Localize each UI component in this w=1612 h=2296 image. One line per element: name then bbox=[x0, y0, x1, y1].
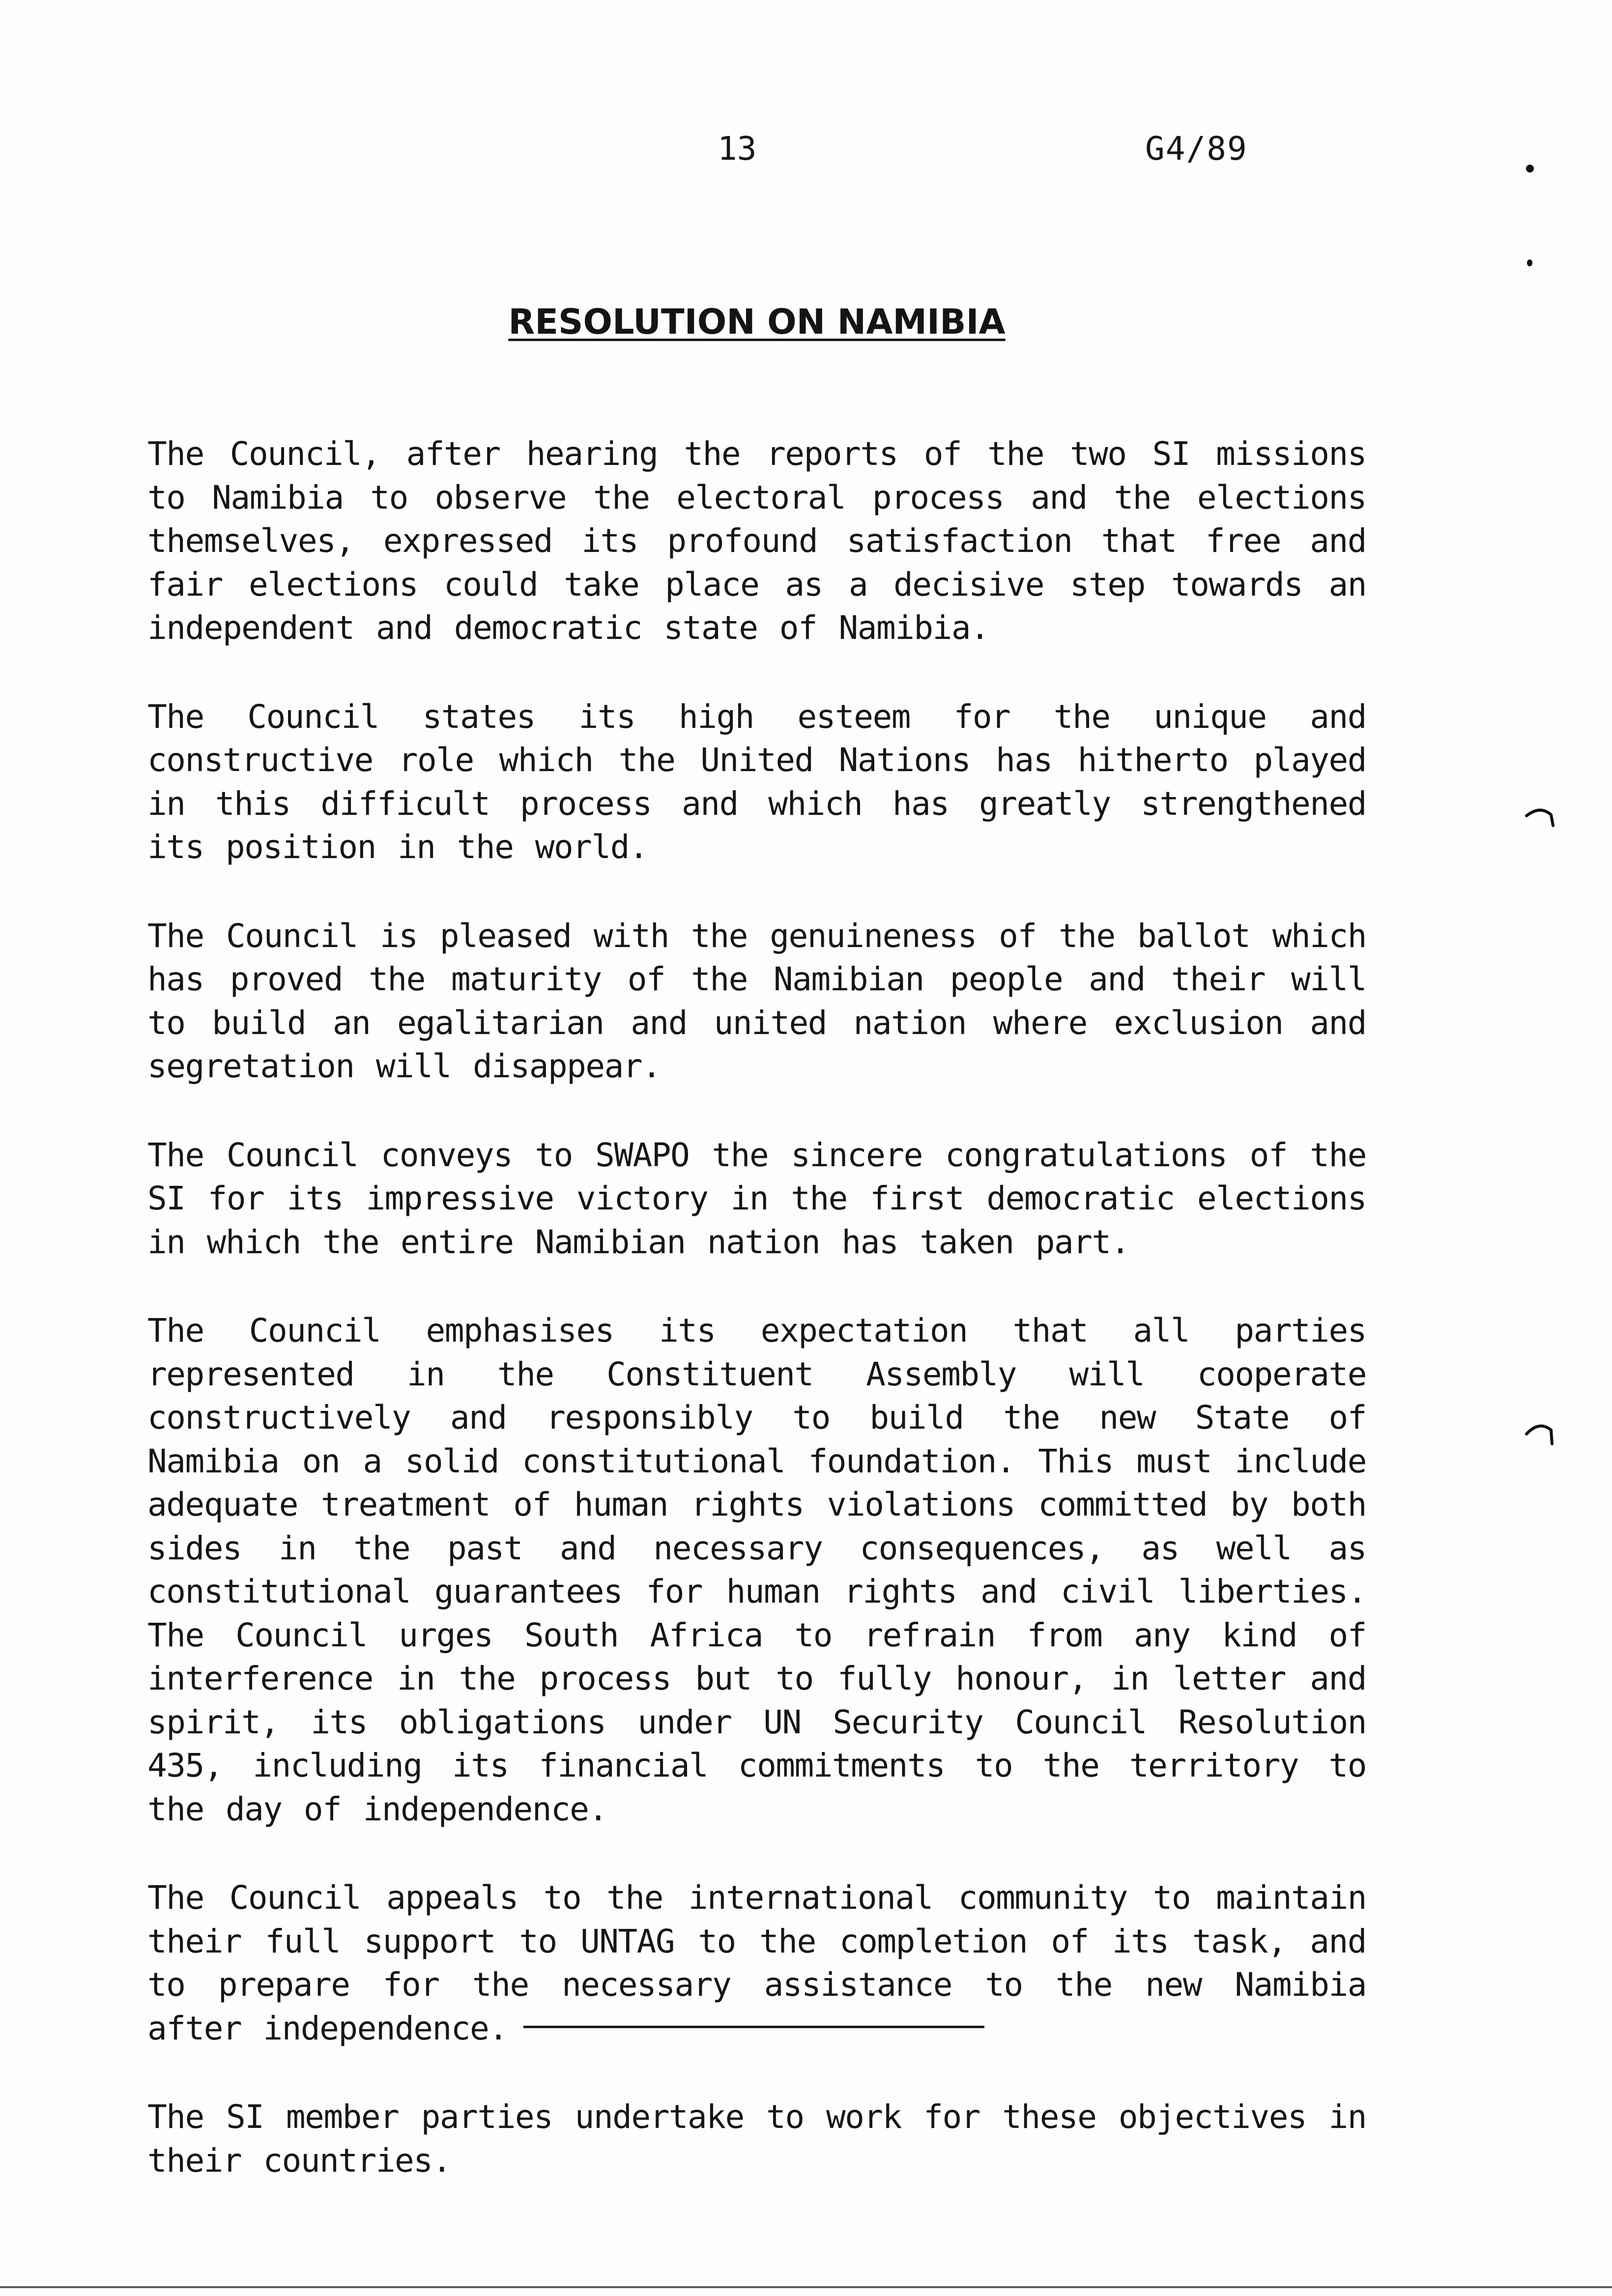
binder-hole-mark bbox=[1526, 165, 1534, 172]
margin-bracket-mark bbox=[1524, 806, 1558, 840]
margin-bracket-mark bbox=[1524, 1420, 1558, 1455]
scan-edge-line bbox=[0, 2286, 1612, 2288]
paragraph: The Council, after hearing the reports of the two SI missions to Namibia to observe the electoral process and the elections themselves, expressed its profound satisfaction that free and fair elections could take place as a decisive step towards an independent and democratic state of Namibia. bbox=[147, 435, 1366, 647]
paragraph: The Council states its high esteem for the unique and constructive role which the United Nations has hitherto played in this difficult process and which has greatly strengthened its position in the world. bbox=[147, 697, 1366, 866]
paragraph: The Council is pleased with the genuineness of the ballot which has proved the maturity of the Namibian people and their will to build an egalitarian and united nation where exclusion and segretation will disappear. bbox=[147, 917, 1366, 1085]
end-rule bbox=[523, 2026, 984, 2028]
paragraph: The Council appeals to the international community to maintain their full support to UNTAG to the completion of its task, and to prepare for the necessary assistance to the new Namibia after independence. bbox=[147, 1879, 1366, 2047]
page-number: 13 bbox=[718, 130, 757, 168]
resolution-title: RESOLUTION ON NAMIBIA bbox=[508, 302, 1006, 342]
paragraph: The Council emphasises its expectation that all parties represented in the Constituent Assembly will cooperate constructively and responsibly to build the new State of Namibia on a solid constitutional foundation. This must include adequate treatment of human rights violations committed by both sides in the past and necessary consequences, as well as constitutional guarantees for human rights and civil liberties. The Council urges South Africa to refrain from any kind of interference in the process but to fully honour, in letter and spirit, its obligations under UN Security Council Resolution 435, including its financial commitments to the territory to the day of independence. bbox=[147, 1312, 1366, 1828]
document-reference: G4/89 bbox=[1145, 130, 1248, 168]
resolution-body bbox=[147, 432, 1366, 2228]
paragraph: The SI member parties undertake to work for these objectives in their countries. bbox=[147, 2098, 1366, 2180]
binder-hole-mark bbox=[1527, 259, 1532, 266]
paragraph: The Council conveys to SWAPO the sincere congratulations of the SI for its impressive victory in the first democratic elections in which the entire Namibian nation has taken part. bbox=[147, 1136, 1366, 1261]
